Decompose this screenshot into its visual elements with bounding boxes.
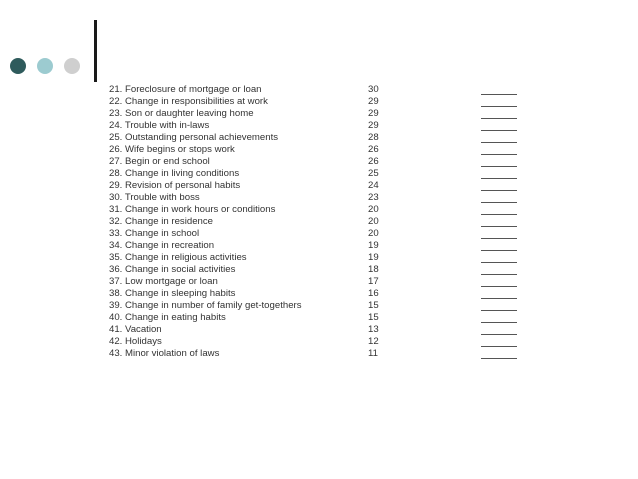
answer-blank-line: [481, 178, 517, 179]
event-row: [109, 132, 529, 144]
answer-blank-line: [481, 274, 517, 275]
answer-blank-line: [481, 358, 517, 359]
slide-decoration-dots: [10, 58, 84, 75]
event-label: 28. Change in living conditions: [109, 168, 240, 179]
answer-blank-line: [481, 322, 517, 323]
answer-blank-line: [481, 226, 517, 227]
event-score: 20: [368, 216, 379, 227]
event-score: 23: [368, 192, 379, 203]
gray-dot: [64, 58, 80, 74]
answer-blank-line: [481, 154, 517, 155]
life-events-table: [109, 84, 529, 360]
answer-blank-line: [481, 190, 517, 191]
event-label: 23. Son or daughter leaving home: [109, 108, 254, 119]
event-score: 17: [368, 276, 379, 287]
event-score: 19: [368, 252, 379, 263]
event-row: [109, 348, 529, 360]
event-score: 13: [368, 324, 379, 335]
answer-blank-line: [481, 142, 517, 143]
event-row: [109, 144, 529, 156]
event-row: [109, 228, 529, 240]
event-label: 22. Change in responsibilities at work: [109, 96, 268, 107]
event-row: [109, 156, 529, 168]
title-divider-line: [94, 20, 97, 82]
event-row: [109, 324, 529, 336]
answer-blank-line: [481, 310, 517, 311]
event-label: 31. Change in work hours or conditions: [109, 204, 276, 215]
event-label: 40. Change in eating habits: [109, 312, 226, 323]
event-score: 11: [368, 348, 378, 359]
event-score: 26: [368, 144, 379, 155]
event-row: [109, 252, 529, 264]
answer-blank-line: [481, 250, 517, 251]
event-row: [109, 312, 529, 324]
event-row: [109, 300, 529, 312]
event-label: 29. Revision of personal habits: [109, 180, 241, 191]
event-label: 32. Change in residence: [109, 216, 214, 227]
event-row: [109, 168, 529, 180]
event-score: 18: [368, 264, 379, 275]
event-row: [109, 96, 529, 108]
event-score: 26: [368, 156, 379, 167]
answer-blank-line: [481, 130, 517, 131]
event-row: [109, 84, 529, 96]
event-score: 25: [368, 168, 379, 179]
answer-blank-line: [481, 298, 517, 299]
event-row: [109, 276, 529, 288]
answer-blank-line: [481, 262, 517, 263]
answer-blank-line: [481, 106, 517, 107]
answer-blank-line: [481, 94, 517, 95]
event-score: 20: [368, 204, 379, 215]
answer-blank-line: [481, 346, 517, 347]
event-row: [109, 120, 529, 132]
event-score: 30: [368, 84, 379, 95]
answer-blank-line: [481, 214, 517, 215]
event-label: 35. Change in religious activities: [109, 252, 247, 263]
event-label: 42. Holidays: [109, 336, 162, 347]
event-row: [109, 336, 529, 348]
event-row: [109, 216, 529, 228]
event-label: 21. Foreclosure of mortgage or loan: [109, 84, 262, 95]
event-score: 16: [368, 288, 379, 299]
event-label: 34. Change in recreation: [109, 240, 215, 251]
event-score: 12: [368, 336, 379, 347]
event-row: [109, 192, 529, 204]
event-label: 36. Change in social activities: [109, 264, 236, 275]
answer-blank-line: [481, 238, 517, 239]
event-label: 24. Trouble with in-laws: [109, 120, 210, 131]
event-label: 38. Change in sleeping habits: [109, 288, 236, 299]
event-row: [109, 204, 529, 216]
event-score: 15: [368, 312, 379, 323]
event-label: 41. Vacation: [109, 324, 162, 335]
event-score: 29: [368, 120, 379, 131]
event-row: [109, 180, 529, 192]
event-row: [109, 240, 529, 252]
event-row: [109, 288, 529, 300]
event-row: [109, 108, 529, 120]
dark-teal-dot: [10, 58, 26, 74]
event-score: 28: [368, 132, 379, 143]
event-score: 19: [368, 240, 379, 251]
event-label: 39. Change in number of family get-togethers: [109, 300, 302, 311]
event-label: 30. Trouble with boss: [109, 192, 200, 203]
event-label: 27. Begin or end school: [109, 156, 210, 167]
event-label: 43. Minor violation of laws: [109, 348, 220, 359]
answer-blank-line: [481, 286, 517, 287]
event-score: 29: [368, 108, 379, 119]
event-label: 25. Outstanding personal achievements: [109, 132, 279, 143]
event-score: 20: [368, 228, 379, 239]
event-score: 29: [368, 96, 379, 107]
light-teal-dot: [37, 58, 53, 74]
answer-blank-line: [481, 334, 517, 335]
event-label: 33. Change in school: [109, 228, 200, 239]
answer-blank-line: [481, 202, 517, 203]
answer-blank-line: [481, 118, 517, 119]
answer-blank-line: [481, 166, 517, 167]
event-row: [109, 264, 529, 276]
event-score: 24: [368, 180, 379, 191]
event-label: 37. Low mortgage or loan: [109, 276, 218, 287]
event-score: 15: [368, 300, 379, 311]
event-label: 26. Wife begins or stops work: [109, 144, 235, 155]
